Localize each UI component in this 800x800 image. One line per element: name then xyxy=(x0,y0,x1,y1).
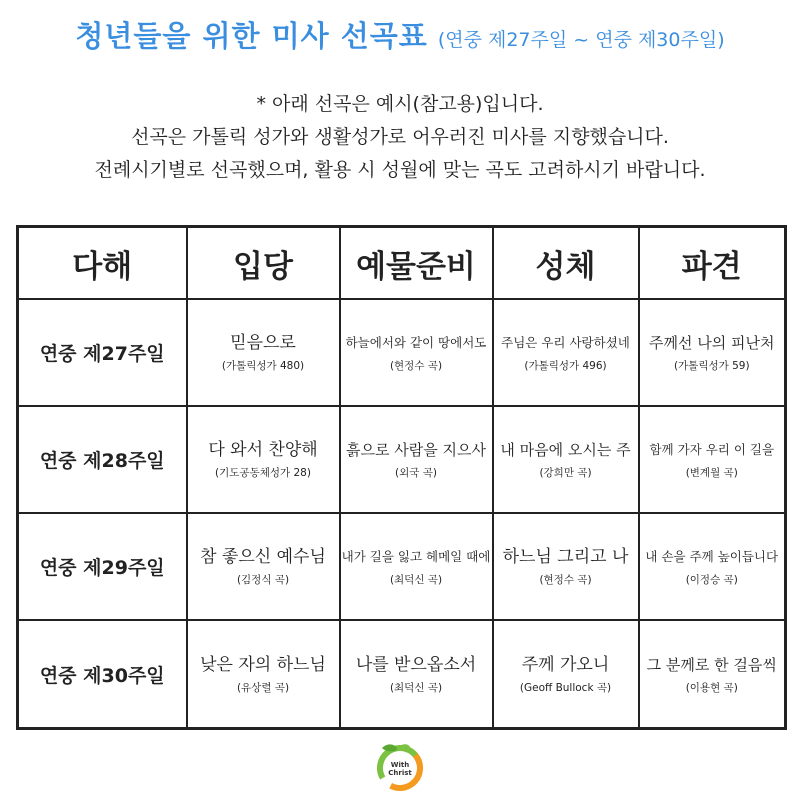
song-composer: (이용현 곡) xyxy=(685,681,738,694)
song-cell xyxy=(340,299,493,406)
song-cell xyxy=(639,620,786,728)
song-composer: (가톨릭성가 496) xyxy=(524,360,607,373)
song-composer: (최덕신 곡) xyxy=(389,574,443,587)
song-composer: (현정수 곡) xyxy=(539,574,592,587)
song-composer: (현정수 곡) xyxy=(389,360,443,373)
week-label: 연중 제27주일 xyxy=(18,299,187,406)
song-title: 함께 가자 우리 이 길을 xyxy=(649,442,775,458)
song-title: 주님은 우리 사랑하셨네 xyxy=(501,335,630,351)
header-offertory: 예물준비 xyxy=(340,227,493,300)
page-title xyxy=(0,14,800,55)
week-label: 연중 제28주일 xyxy=(18,406,187,513)
song-cell xyxy=(639,406,786,513)
song-composer: (강희만 곡) xyxy=(539,467,592,480)
song-composer: (외국 곡) xyxy=(395,467,437,480)
table-row xyxy=(18,513,786,620)
song-table xyxy=(16,225,787,730)
song-cell xyxy=(340,406,493,513)
header-communion: 성체 xyxy=(493,227,639,300)
table-row xyxy=(18,299,786,406)
header-dismissal: 파견 xyxy=(639,227,786,300)
note-line: 선곡은 가톨릭 성가와 생활성가로 어우러진 미사를 지향했습니다. xyxy=(131,126,669,148)
notes xyxy=(0,88,800,187)
song-composer: (이정승 곡) xyxy=(685,574,738,587)
song-cell xyxy=(187,620,340,728)
song-cell xyxy=(493,299,639,406)
song-title: 내 손을 주께 높이듭니다 xyxy=(645,549,779,565)
table-header-row xyxy=(18,227,786,300)
song-cell xyxy=(639,513,786,620)
song-composer: (기도공동체성가 28) xyxy=(215,467,311,480)
note-line: 전례시기별로 선곡했으며, 활용 시 성월에 맞는 곡도 고려하시기 바랍니다. xyxy=(94,159,706,181)
song-title: 내 마음에 오시는 주 xyxy=(500,441,631,460)
header-year: 다해 xyxy=(18,227,187,300)
table-row xyxy=(18,620,786,728)
song-title: 내가 길을 잃고 헤메일 때에 xyxy=(341,549,491,565)
title-sub: (연중 제27주일 ~ 연중 제30주일) xyxy=(437,29,725,51)
title-main: 청년들을 위한 미사 선곡표 xyxy=(75,19,428,53)
song-cell xyxy=(340,620,493,728)
song-composer: (가톨릭성가 480) xyxy=(221,360,305,373)
logo-text-with: With xyxy=(390,761,410,769)
song-title: 참 좋으신 예수님 xyxy=(200,547,326,568)
song-cell xyxy=(187,299,340,406)
song-composer: (유상렬 곡) xyxy=(236,681,290,694)
song-title: 낮은 자의 하느님 xyxy=(200,654,326,675)
song-composer: (Geoff Bullock 곡) xyxy=(519,681,612,694)
song-title: 하늘에서와 같이 땅에서도 xyxy=(345,335,487,351)
song-title: 다 와서 찬양해 xyxy=(208,440,318,461)
song-composer: (변계월 곡) xyxy=(685,467,738,480)
song-cell xyxy=(187,406,340,513)
song-cell xyxy=(493,620,639,728)
week-label: 연중 제30주일 xyxy=(18,620,187,728)
song-cell xyxy=(493,406,639,513)
note-line: * 아래 선곡은 예시(참고용)입니다. xyxy=(256,93,544,115)
song-title: 하느님 그리고 나 xyxy=(502,547,629,568)
song-title: 주께 가오니 xyxy=(521,654,610,675)
logo-text-christ: Christ xyxy=(388,769,412,777)
song-cell xyxy=(493,513,639,620)
song-cell xyxy=(340,513,493,620)
song-title: 믿음으로 xyxy=(230,333,296,354)
song-composer: (가톨릭성가 59) xyxy=(673,360,750,373)
song-title: 주께선 나의 피난처 xyxy=(649,334,775,353)
song-cell xyxy=(187,513,340,620)
with-christ-logo xyxy=(370,738,430,794)
song-title: 흙으로 사람을 지으사 xyxy=(346,441,486,460)
song-cell xyxy=(639,299,786,406)
song-composer: (김정식 곡) xyxy=(236,574,290,587)
header-entrance: 입당 xyxy=(187,227,340,300)
week-label: 연중 제29주일 xyxy=(18,513,187,620)
song-title: 나를 받으옵소서 xyxy=(355,654,477,675)
song-title: 그 분께로 한 걸음씩 xyxy=(646,655,777,674)
table-row xyxy=(18,406,786,513)
song-composer: (최덕신 곡) xyxy=(389,681,443,694)
